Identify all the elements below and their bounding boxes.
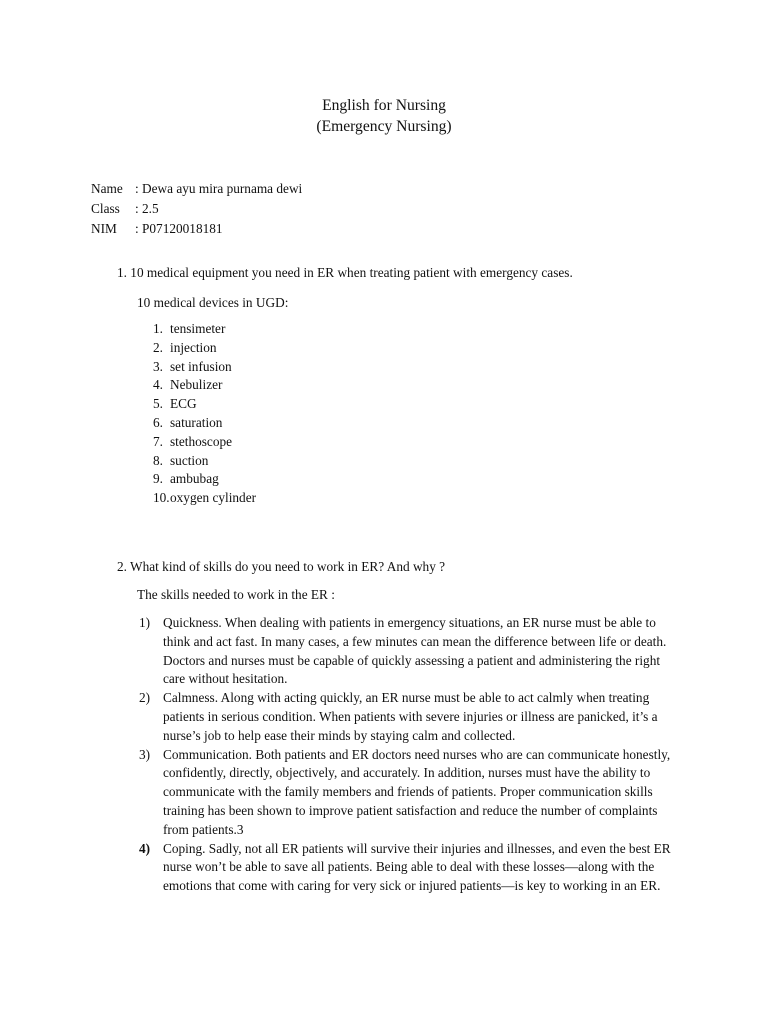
- er-skills-list: [139, 614, 679, 896]
- list-item: [153, 339, 256, 358]
- list-number: 5.: [153, 396, 163, 412]
- list-number: 1.: [153, 321, 163, 336]
- list-text: tensimeter: [170, 321, 226, 336]
- list-item: [153, 358, 256, 377]
- list-text: Communication. Both patients and ER doctors need nurses who are can communicate honestly, confidently, directly, objectively, and accurately. In addition, nurses must have the ability to communicate with the family members and friends of patients. Proper communication skills training has been shown to improve patient satisfaction and reduce the number of complaints from patients.3: [163, 746, 671, 837]
- info-value: : P07120018181: [135, 221, 223, 236]
- list-number: 1): [139, 615, 151, 630]
- question-2-prompt: 2. What kind of skills do you need to work in ER? And why ?: [117, 559, 446, 574]
- list-item: [153, 489, 256, 508]
- info-value: : 2.5: [135, 201, 159, 216]
- list-number: 3): [139, 746, 151, 762]
- info-row-name: [91, 180, 302, 200]
- question-2-subheading: The skills needed to work in the ER :: [137, 587, 335, 602]
- title-line-1: English for Nursing: [322, 97, 446, 114]
- list-number: 8.: [153, 452, 163, 468]
- info-label: Class: [91, 201, 120, 216]
- list-number: 10.: [153, 490, 170, 506]
- list-number: 6.: [153, 414, 163, 430]
- list-item: [153, 395, 256, 414]
- list-text: set infusion: [170, 358, 232, 374]
- info-row-class: [91, 200, 302, 220]
- info-value: : Dewa ayu mira purnama dewi: [135, 181, 303, 196]
- question-1-subheading: 10 medical devices in UGD:: [137, 295, 289, 310]
- list-number: 2): [139, 690, 151, 706]
- list-number: 2.: [153, 339, 163, 355]
- list-item: [153, 433, 256, 452]
- list-item: [153, 470, 256, 489]
- list-item: [153, 320, 256, 339]
- list-item: [153, 414, 256, 433]
- list-item: [153, 452, 256, 471]
- info-label: NIM: [91, 221, 117, 236]
- list-text: ECG: [170, 396, 197, 412]
- list-text: oxygen cylinder: [170, 490, 257, 506]
- list-number: 4): [139, 840, 151, 856]
- student-info: [91, 180, 302, 240]
- list-number: 9.: [153, 471, 163, 487]
- list-number: 4.: [153, 377, 163, 393]
- info-row-nim: [91, 220, 302, 240]
- question-1-prompt: 1. 10 medical equipment you need in ER when treating patient with emergency cases.: [117, 265, 573, 280]
- list-item: [153, 376, 256, 395]
- list-text: Nebulizer: [170, 377, 223, 393]
- list-text: Coping. Sadly, not all ER patients will survive their injuries and illnesses, and even the best ER nurse won’t be able to save all patients. Being able to deal with these losses—along with the emotions that come with caring for very sick or injured patients—is key to working in an ER.: [163, 840, 671, 894]
- list-item: [139, 746, 679, 840]
- medical-devices-list: [153, 320, 256, 508]
- list-number: 7.: [153, 433, 163, 449]
- list-text: stethoscope: [170, 433, 233, 449]
- list-number: 3.: [153, 358, 163, 374]
- list-item: [139, 614, 679, 689]
- list-text: suction: [170, 452, 209, 468]
- list-text: Calmness. Along with acting quickly, an ER nurse must be able to act calmly when treating patients in serious condition. When patients with severe injuries or illness are panicked, it’s a nurse’s job to help ease their minds by staying calm and collected.: [163, 690, 658, 743]
- list-text: saturation: [170, 414, 223, 430]
- document-title: [0, 95, 768, 137]
- list-text: ambubag: [170, 471, 219, 487]
- list-item: [139, 689, 679, 745]
- list-item: [139, 840, 679, 896]
- info-label: Name: [91, 181, 123, 196]
- list-text: injection: [170, 339, 217, 355]
- title-line-2: (Emergency Nursing): [316, 118, 452, 135]
- list-text: Quickness. When dealing with patients in emergency situations, an ER nurse must be able to think and act fast. In many cases, a few minutes can mean the difference between life or death. Doctors and nurses must be capable of quickly assessing a patient and administering the right care without hesitation.: [163, 615, 667, 687]
